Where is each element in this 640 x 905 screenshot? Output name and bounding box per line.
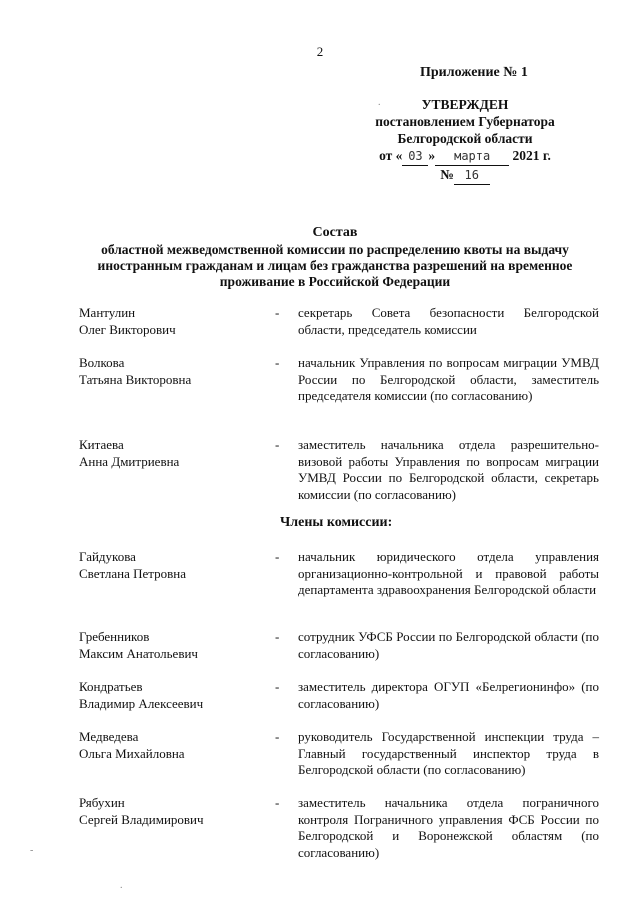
approval-title: УТВЕРЖДЕН [421,97,509,112]
scan-speck: . [378,97,381,108]
person-given-name: Владимир Алексеевич [79,695,204,711]
person-name [79,679,269,712]
appendix-label: Приложение № 1 [420,65,528,80]
title-heading: Состав [312,225,358,240]
person-role: секретарь Совета безопасности Белгородской области, председатель комиссии [298,305,599,337]
person-given-name: Татьяна Викторовна [79,371,192,387]
person-given-name: Максим Анатольевич [79,645,198,661]
separator-dash: - [275,437,280,452]
date-year: 2021 г. [512,148,551,163]
title-line-2: иностранным гражданам и лицам без гражданства разрешений на временное [97,258,573,273]
person-role: заместитель директора ОГУП «Белрегионинфо» (по согласованию) [298,679,599,711]
approval-decree: постановлением Губернатора [375,114,555,129]
person-role: заместитель начальника отдела разрешительно-визовой работы Управления по вопросам миграции УМВД России по Белгородской области, секретарь комиссии (по согласованию) [298,437,599,502]
scan-speck: - [30,845,34,856]
title-line-1: областной межведомственной комиссии по распределению квоты на выдачу [101,242,569,257]
person-role: руководитель Государственной инспекции труда – Главный государственный инспектор труда в Белгородской области (по согласованию) [298,729,599,777]
date-prefix: от « [379,148,403,163]
person-name [79,729,269,762]
separator-dash: - [275,729,280,744]
decree-number: 16 [454,167,490,185]
separator-dash: - [275,355,280,370]
person-role: заместитель начальника отдела пограничного контроля Пограничного управления ФСБ России по Белгородской и Воронежской областям (по согласованию) [298,795,599,860]
approval-region: Белгородской области [397,131,533,146]
members-heading: Члены комиссии: [280,515,393,530]
person-surname: Мантулин [79,305,136,320]
title-line-3: проживание в Российской Федерации [219,274,451,289]
person-surname: Кондратьев [79,679,143,694]
number-prefix: № [440,167,454,182]
separator-dash: - [275,549,280,564]
page-number: 2 [316,44,324,59]
scan-speck: . [120,880,123,891]
person-given-name: Сергей Владимирович [79,811,204,827]
approval-number-line [355,166,575,185]
date-mid: » [428,148,436,163]
separator-dash: - [275,629,280,644]
separator-dash: - [275,679,280,694]
person-given-name: Ольга Михайловна [79,745,185,761]
date-month: марта [435,148,509,166]
person-role: начальник Управления по вопросам миграции УМВД России по Белгородской области, заместитель председателя комиссии (по согласованию) [298,355,599,403]
separator-dash: - [275,795,280,810]
person-name [79,629,269,662]
person-given-name: Анна Дмитриевна [79,453,180,469]
person-role: начальник юридического отдела управления организационно-контрольной и правовой работы департамента здравоохранения Белгородской области [298,549,599,597]
person-name [79,355,269,388]
person-name [79,795,269,828]
person-surname: Гребенников [79,629,150,644]
person-role: сотрудник УФСБ России по Белгородской области (по согласованию) [298,629,599,661]
date-day: 03 [402,148,428,166]
person-surname: Гайдукова [79,549,136,564]
approval-date-line [355,147,575,166]
person-surname: Волкова [79,355,125,370]
person-name [79,549,269,582]
approval-block [355,96,575,185]
person-surname: Медведева [79,729,139,744]
person-surname: Рябухин [79,795,125,810]
person-given-name: Светлана Петровна [79,565,186,581]
person-name [79,305,269,338]
document-title [70,225,600,290]
person-surname: Китаева [79,437,124,452]
person-given-name: Олег Викторович [79,321,176,337]
person-name [79,437,269,470]
separator-dash: - [275,305,280,320]
